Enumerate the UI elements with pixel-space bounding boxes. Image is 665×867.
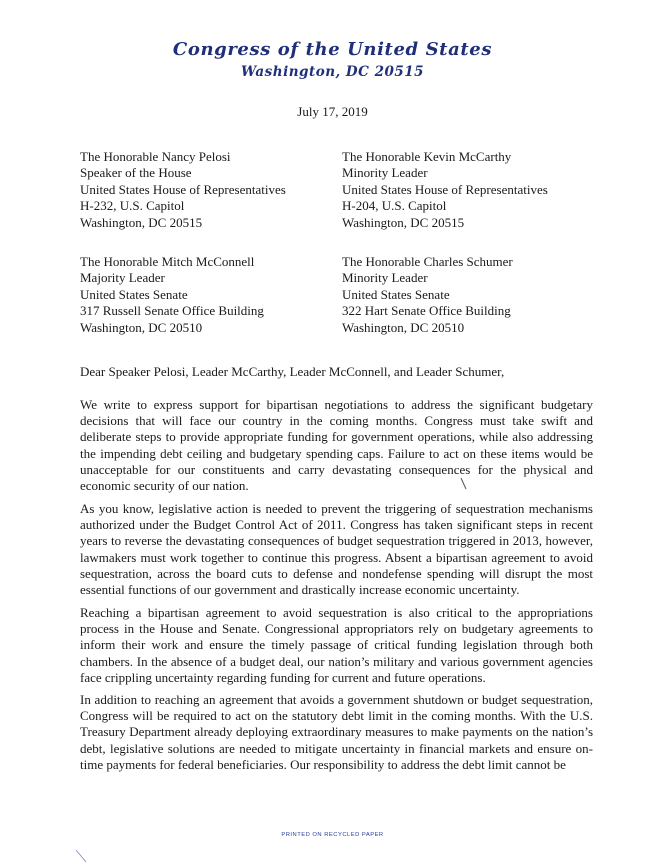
addressee-block-pelosi [80,149,286,231]
pen-stroke-mark [460,477,468,491]
addressee-line: 317 Russell Senate Office Building [80,303,264,319]
addressee-line: The Honorable Nancy Pelosi [80,149,231,164]
body-paragraph: We write to express support for bipartisan negotiations to address the significant budgetary decisions that will face our country in the coming months. Congress must take swift and deliberate steps to provide appropriate funding for government operations, while also addressing the impending debt ceiling and budgetary spending caps. Failure to act on these items would be unacceptable for our constituents and carry devastating consequences for the physical and economic security of our nation. [80,397,593,494]
addressee-line: The Honorable Kevin McCarthy [342,149,512,164]
addressee-line: United States House of Representatives [80,181,286,197]
addressee-line: United States Senate [80,286,188,302]
addressee-line: 322 Hart Senate Office Building [342,303,511,319]
addressee-line: H-204, U.S. Capitol [342,198,447,214]
addressee-line: United States House of Representatives [342,181,548,197]
letterhead-city: Washington, DC 20515 [240,64,425,80]
addressee-line: The Honorable Charles Schumer [342,254,513,269]
addressee-line: Washington, DC 20515 [80,214,203,230]
stray-pen-mark [74,848,90,864]
letterhead-title: Congress of the United States [172,39,493,60]
body-paragraph: Reaching a bipartisan agreement to avoid sequestration is also critical to the appropriations process in the House and Senate. Congressional appropriators rely on budgetary agreements to inform their work and ensure the timely passage of critical funding legislation through both chambers. In the absence of a budget deal, our nation’s military and various government agencies face crippling uncertainty regarding funding for current and future operations. [80,605,593,685]
addressee-line: Washington, DC 20510 [342,319,465,335]
salutation: Dear Speaker Pelosi, Leader McCarthy, Leader McConnell, and Leader Schumer, [80,364,505,379]
addressee-line: Minority Leader [342,165,428,181]
addressee-block-schumer [342,254,513,336]
addressee-line: H-232, U.S. Capitol [80,198,185,214]
addressee-line: Speaker of the House [80,165,192,181]
letter-date: July 17, 2019 [297,104,368,119]
addressee-block-mccarthy [342,149,548,231]
addressee-line: The Honorable Mitch McConnell [80,254,255,269]
addressee-line: Washington, DC 20510 [80,319,203,335]
body-paragraph: As you know, legislative action is needed to prevent the triggering of sequestration mechanisms authorized under the Budget Control Act of 2011. Congress has taken significant steps in recent years to reverse the devastating consequences of budget sequestration triggered in 2013, however, lawmakers must work together to continue this progress. Absent a bipartisan agreement to avoid sequestration, across the board cuts to defense and nondefense spending will disrupt the most essential functions of our government and drastically increase economic uncertainty. [80,501,593,598]
body-paragraph: In addition to reaching an agreement that avoids a government shutdown or budget sequestration, Congress will be required to act on the statutory debt limit in the coming months. With the U.S. Treasury Department already deploying extraordinary measures to make payments on the nation’s debt, legislative solutions are needed to mitigate uncertainty in financial markets and ensure on-time payments for federal beneficiaries. Our responsibility to address the debt limit cannot be [80,692,593,772]
recycled-paper-footer: PRINTED ON RECYCLED PAPER [281,832,384,838]
addressee-block-mcconnell [80,254,264,336]
addressee-line: Minority Leader [342,270,428,286]
addressee-line: United States Senate [342,286,450,302]
addressee-line: Washington, DC 20515 [342,214,465,230]
addressee-line: Majority Leader [80,270,165,286]
